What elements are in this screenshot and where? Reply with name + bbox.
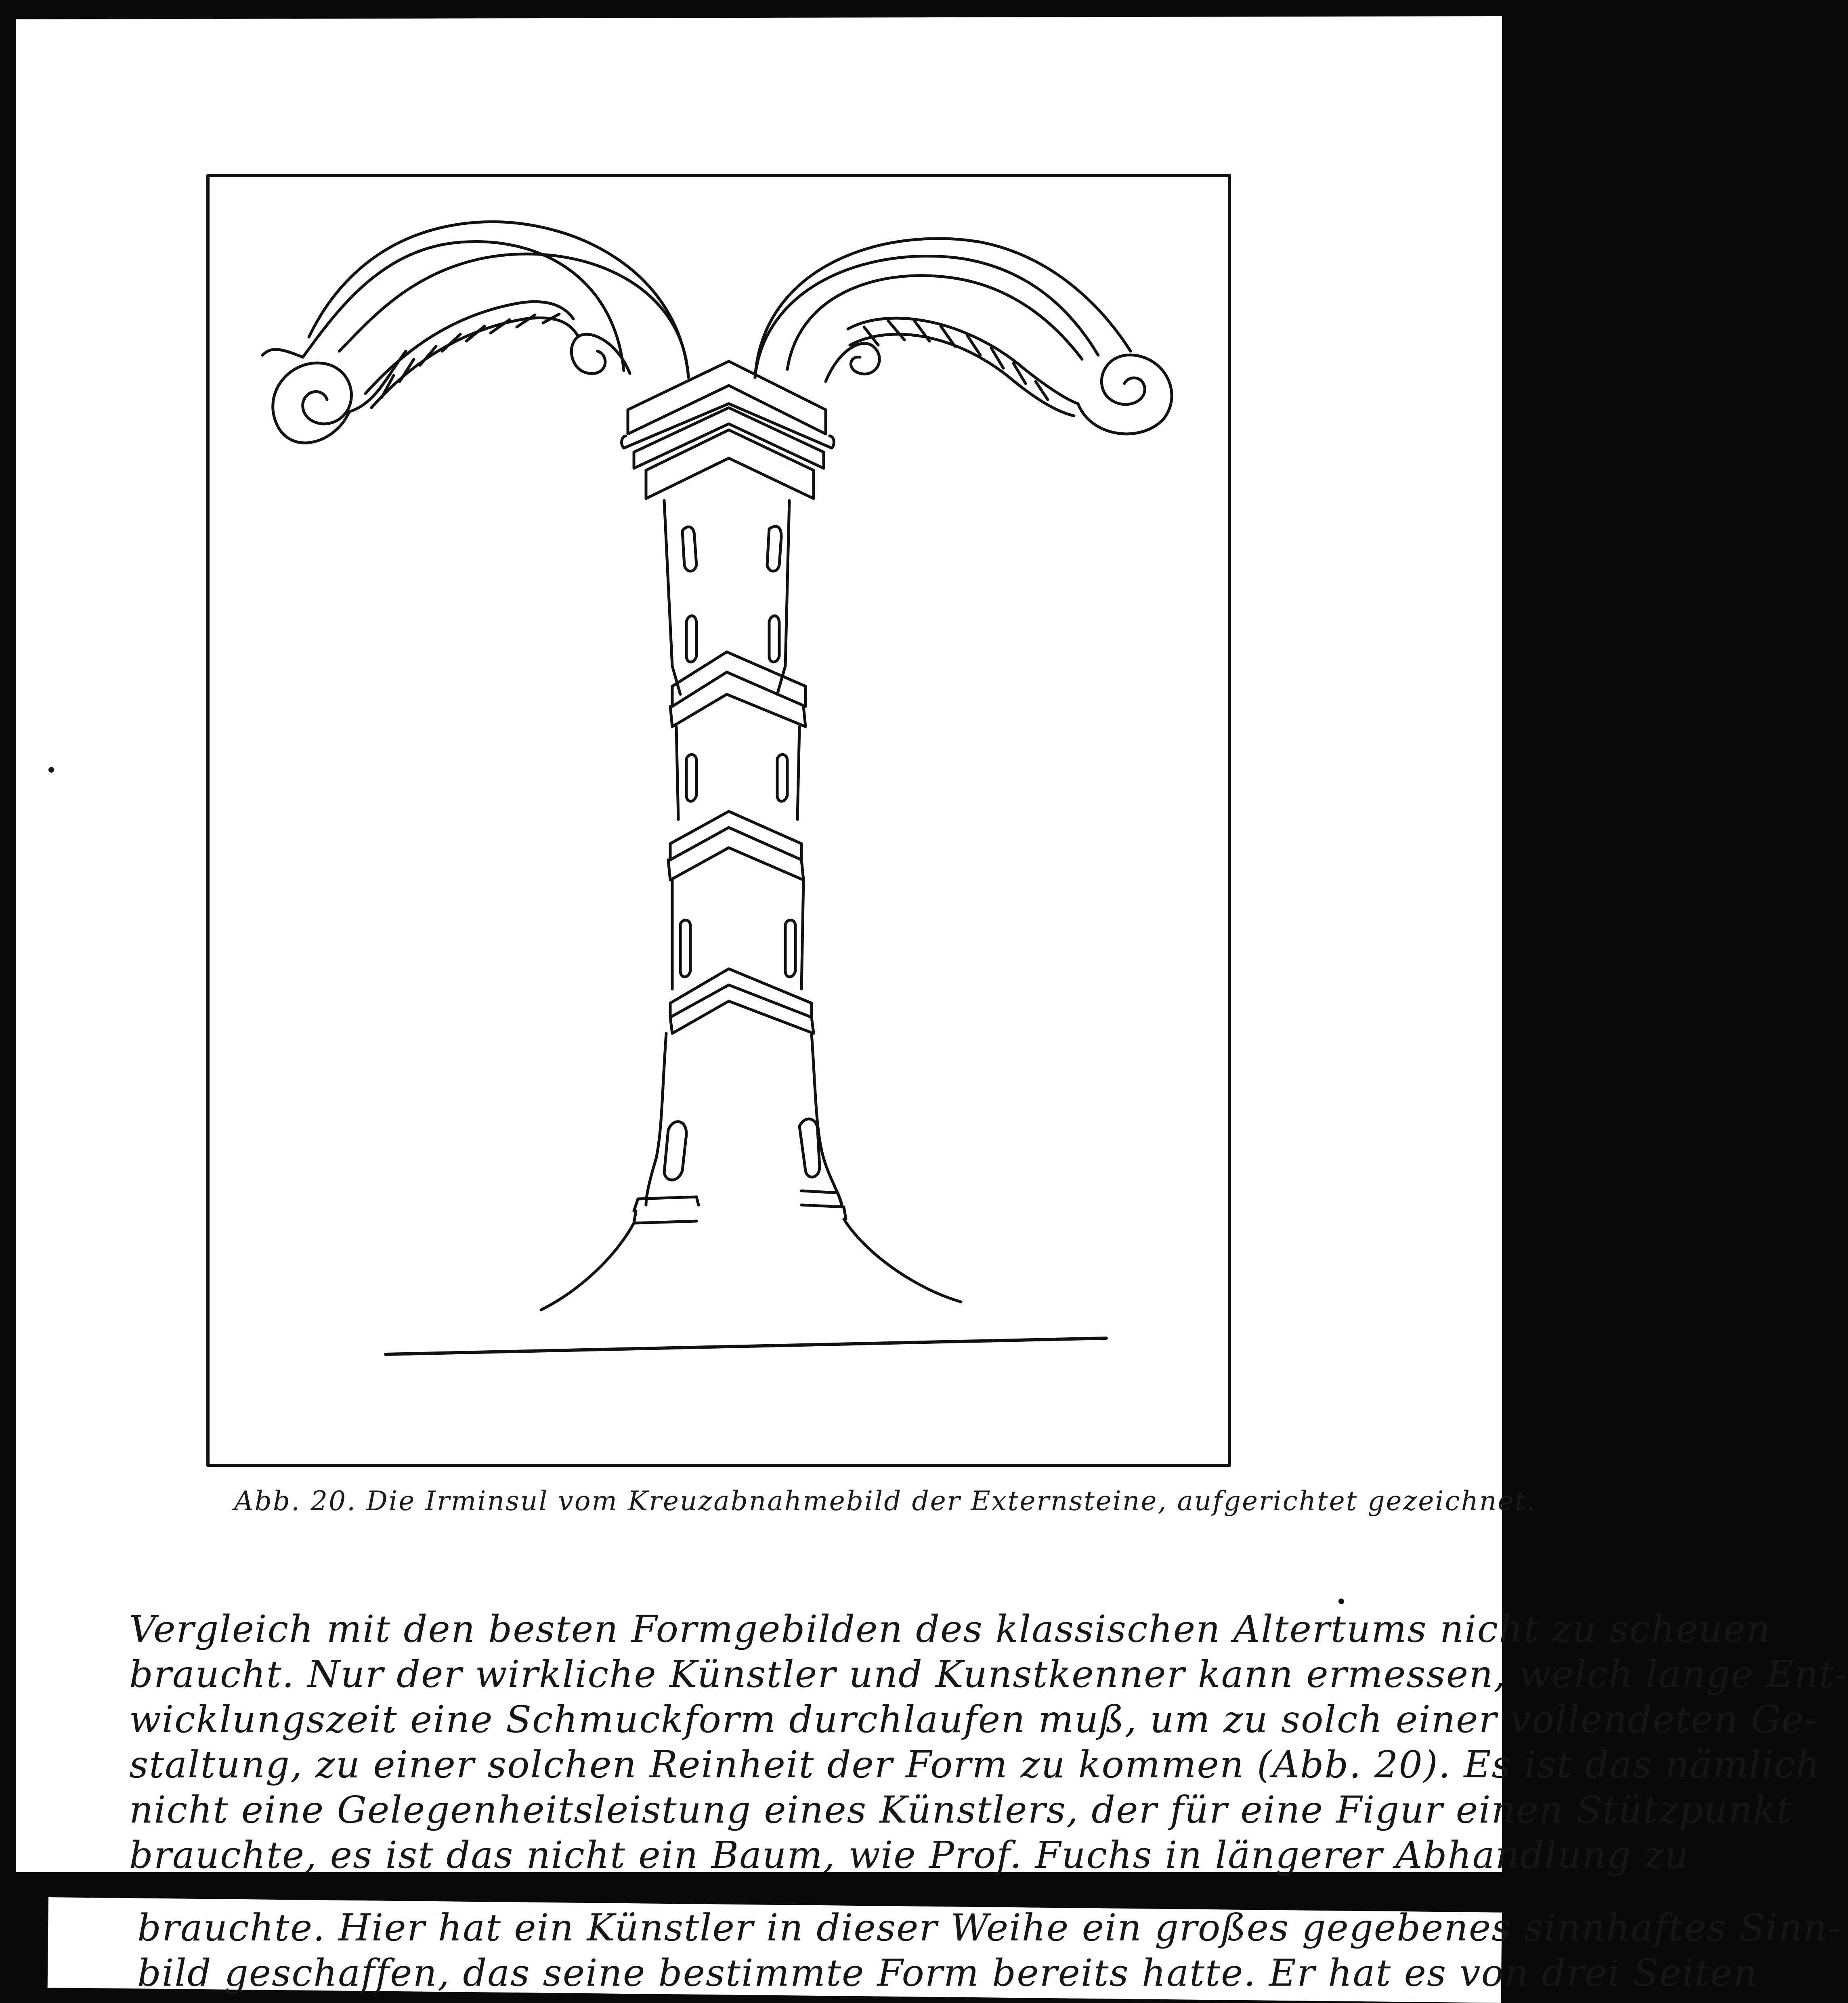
right-inner-scroll [826,344,879,381]
left-volute [273,363,352,443]
body-text [129,1607,1848,1878]
speck [1338,1599,1344,1604]
text-line: Vergleich mit den besten Formgebilden des klassischen Altertums nicht zu scheuen [129,1607,1771,1651]
text-line: brauchte, es ist das nicht ein Baum, wie Prof. Fuchs in längerer Abhandlung zu [129,1833,1689,1877]
column-shaft [541,501,961,1310]
capital [622,361,834,499]
text-line: wicklungszeit eine Schmuckform durchlaufen muß, um zu solch einer vollendeten Ge- [129,1698,1818,1741]
text-line: nicht eine Gelegenheitsleistung eines Künstlers, der für eine Figur einen Stützpunkt [129,1788,1792,1831]
text-line: brauchte. Hier hat ein Künstler in dieser Weihe ein großes gegebenes sinnhaftes Sinn- [137,1906,1841,1949]
text-line: bild geschaffen, das seine bestimmte Form bereits hatte. Er hat es von drei Seiten [137,1951,1758,1995]
speck [48,767,54,773]
left-rope [371,318,577,408]
right-volute [1078,355,1172,434]
right-arm-outer [755,239,1131,377]
text-line: staltung, zu einer solchen Reinheit der Form zu kommen (Abb. 20). Es ist das nämlich [129,1743,1821,1786]
figure-frame [208,176,1229,1465]
figure-caption: Abb. 20. Die Irminsul vom Kreuzabnahmebild der Externsteine, aufgerichtet gezeichnet. [234,1485,1537,1517]
text-line: braucht. Nur der wirkliche Künstler und Kunstkenner kann ermessen, welch lange Ent- [129,1653,1848,1696]
left-rope-twists [382,314,559,398]
ground-line [386,1338,1106,1354]
overlap-page-text [137,1905,1841,1996]
